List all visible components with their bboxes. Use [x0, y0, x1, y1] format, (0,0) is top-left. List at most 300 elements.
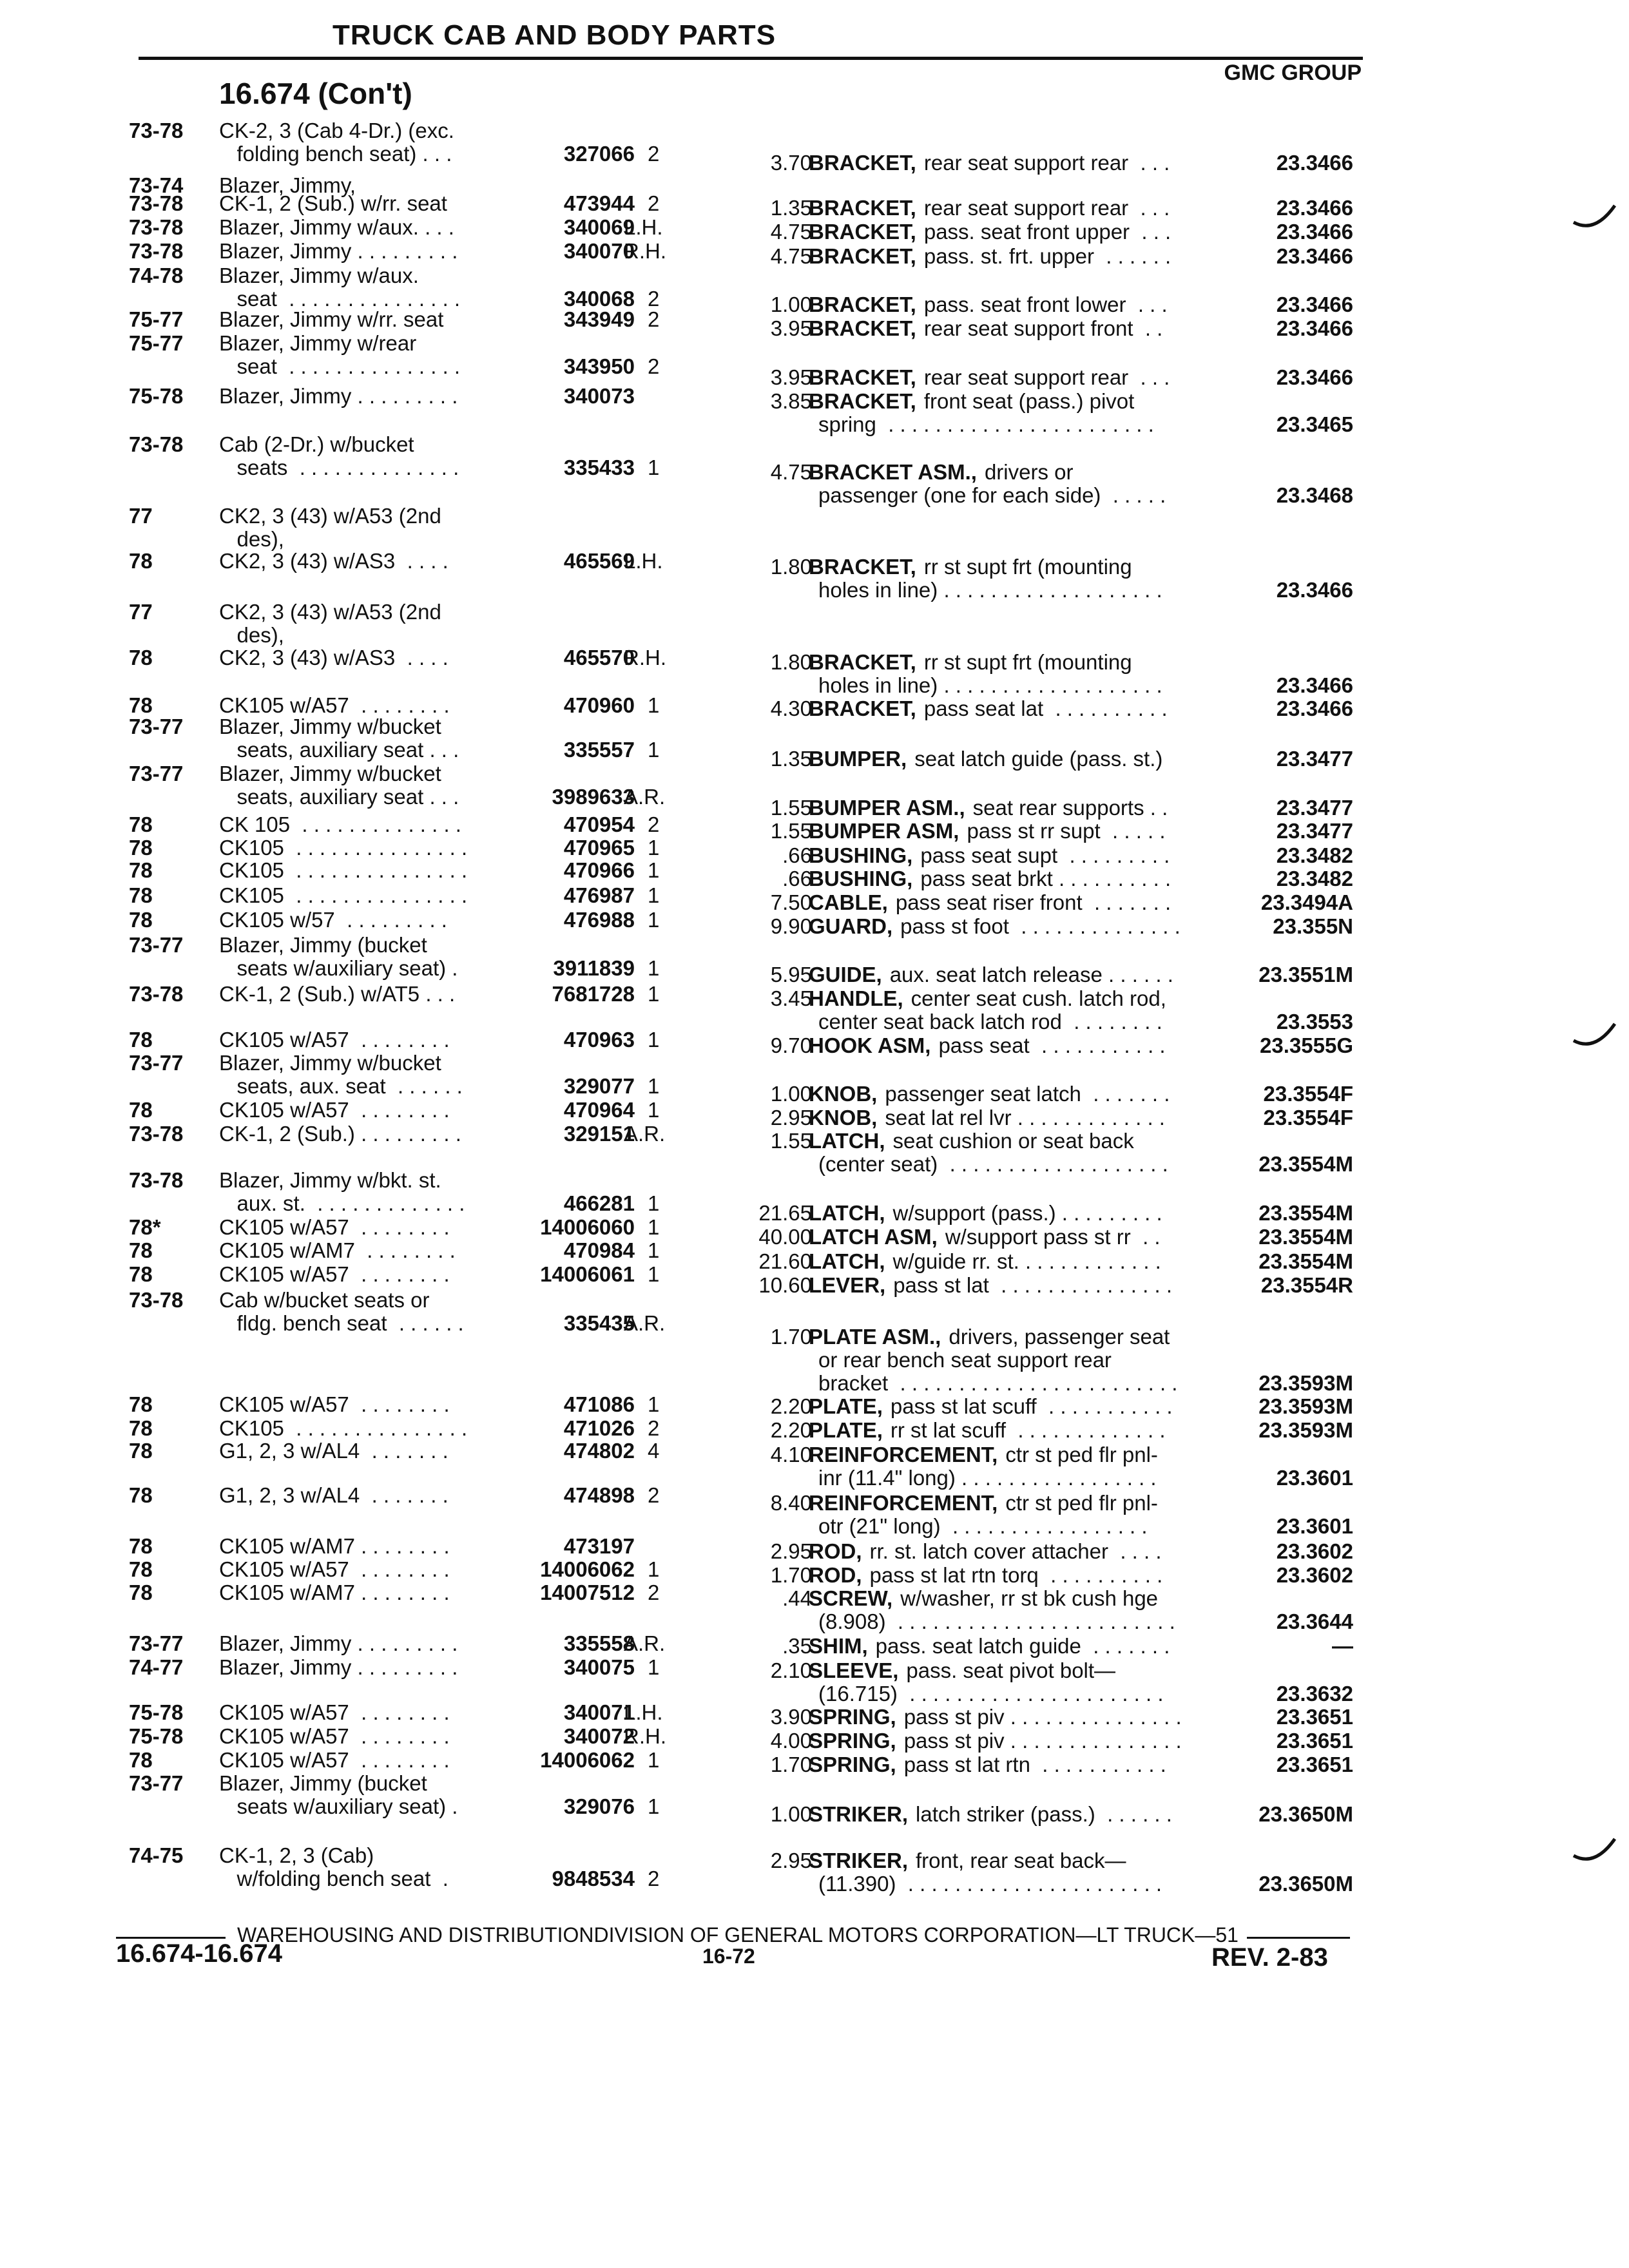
right-group-number: 23.3466 [1276, 316, 1353, 340]
right-price: 1.80 [770, 650, 812, 674]
right-group-number: 23.3551M [1258, 963, 1353, 986]
left-year-cell: 78 [129, 883, 153, 907]
right-item-name: LATCH, [809, 1129, 885, 1153]
right-price: .66 [782, 843, 812, 867]
right-description-line: center seat cush. latch rod, [911, 986, 1166, 1010]
right-group-number: 23.3554M [1258, 1225, 1353, 1249]
left-part-number: 474802 [563, 1439, 635, 1463]
left-description-line: fldg. bench seat . . . . . . [219, 1311, 464, 1335]
left-year-cell: 73-78 [129, 432, 184, 456]
left-qty: 2 [648, 354, 660, 378]
left-part-number: 473197 [563, 1534, 635, 1558]
left-description-line: Cab (2-Dr.) w/bucket [219, 432, 414, 456]
right-description-line: pass st lat . . . . . . . . . . . . . . . [893, 1273, 1172, 1297]
right-group-number: 23.3466 [1276, 673, 1353, 697]
left-qty: 1 [648, 693, 660, 717]
right-group-number: 23.3477 [1276, 747, 1353, 771]
left-qty: 1 [648, 836, 660, 860]
left-description-line: seats, auxiliary seat . . . [219, 738, 459, 762]
left-qty: 2 [648, 1867, 660, 1890]
right-description-line: or rear bench seat support rear [818, 1348, 1112, 1372]
footer-rule-left [116, 1937, 226, 1939]
right-group-number: 23.3468 [1276, 483, 1353, 507]
right-item-name: KNOB, [809, 1082, 878, 1106]
left-description-line: CK-1, 2 (Sub.) w/rr. seat [219, 191, 447, 215]
left-description-line: CK105 . . . . . . . . . . . . . . . [219, 858, 468, 882]
left-year-cell: 78 [129, 646, 153, 669]
left-year-cell: 73-77 [129, 1631, 184, 1655]
left-year-cell: 73-77 [129, 1051, 184, 1075]
right-item-name: GUIDE, [809, 963, 882, 986]
left-year-cell: 78 [129, 1262, 153, 1286]
right-description-line: pass seat supt . . . . . . . . . [920, 843, 1170, 867]
right-group-number: 23.3593M [1258, 1394, 1353, 1418]
right-description-line: pass st piv . . . . . . . . . . . . . . . [903, 1705, 1182, 1729]
right-price: .44 [782, 1586, 812, 1610]
right-price: 21.65 [758, 1201, 812, 1225]
left-year-cell: 75-77 [129, 307, 184, 331]
right-description-line: pass st foot . . . . . . . . . . . . . . [900, 914, 1181, 938]
right-item-name: PLATE, [809, 1394, 883, 1418]
footer-division: WAREHOUSING AND DISTRIBUTIONDIVISION OF GENERAL MOTORS CORPORATION—LT TRUCK—51 [237, 1923, 1239, 1946]
right-price: 2.20 [770, 1394, 812, 1418]
left-description-line: CK2, 3 (43) w/AS3 . . . . [219, 646, 448, 669]
right-price: .66 [782, 867, 812, 890]
left-qty: 2 [648, 287, 660, 311]
right-item-name: BUSHING, [809, 867, 913, 890]
left-part-number: 329076 [563, 1794, 635, 1818]
left-part-number: 470966 [563, 858, 635, 882]
left-part-number: 343949 [563, 307, 635, 331]
right-price: 8.40 [770, 1491, 812, 1515]
right-description-line: pass. seat front upper . . . [923, 220, 1171, 244]
right-price: 2.95 [770, 1106, 812, 1129]
right-group-number: 23.3466 [1276, 365, 1353, 389]
right-item-name: LATCH ASM, [809, 1225, 938, 1249]
left-description-line: seats, aux. seat . . . . . . [219, 1074, 463, 1098]
left-qty: R.H. [624, 239, 666, 263]
right-group-number: 23.3494A [1260, 890, 1353, 914]
left-year-cell: 73-78 [129, 1168, 184, 1192]
left-qty: L.H. [624, 215, 663, 239]
left-year-cell: 78 [129, 1581, 153, 1604]
right-price: 2.20 [770, 1418, 812, 1442]
left-description-line: aux. st. . . . . . . . . . . . . . [219, 1191, 465, 1215]
right-item-name: BRACKET, [809, 244, 916, 268]
right-description-line: latch striker (pass.) . . . . . . [916, 1802, 1172, 1826]
right-item-name: BRACKET, [809, 220, 916, 244]
left-qty: 1 [648, 1655, 660, 1679]
right-price: 1.55 [770, 819, 812, 843]
left-description-line: Blazer, Jimmy w/aux. [219, 264, 419, 287]
left-year-cell: 73-78 [129, 1122, 184, 1146]
right-price: 10.60 [758, 1273, 812, 1297]
right-description-line: rear seat support rear . . . [923, 151, 1170, 175]
right-item-name: CABLE, [809, 890, 888, 914]
left-part-number: 470960 [563, 693, 635, 717]
right-description-line: seat cushion or seat back [892, 1129, 1134, 1153]
left-year-cell: 78 [129, 908, 153, 932]
right-description-line: pass. seat latch guide . . . . . . . [875, 1634, 1170, 1658]
left-year-cell: 73-78 [129, 1288, 184, 1312]
left-qty: 1 [648, 883, 660, 907]
right-group-number: 23.3466 [1276, 196, 1353, 220]
left-description-line: CK105 . . . . . . . . . . . . . . . [219, 883, 468, 907]
right-item-name: LEVER, [809, 1273, 886, 1297]
left-part-number: 335557 [563, 738, 635, 762]
right-price: 1.80 [770, 555, 812, 579]
left-part-number: 3911839 [553, 956, 635, 980]
right-group-number: 23.355N [1273, 914, 1353, 938]
group-label: GMC GROUP [1224, 61, 1362, 85]
left-part-number: 9848534 [552, 1867, 635, 1890]
right-price: 1.70 [770, 1563, 812, 1587]
right-group-number: 23.3466 [1276, 697, 1353, 720]
left-part-number: 471026 [563, 1416, 635, 1440]
right-description-line: rr st supt frt (mounting [923, 555, 1132, 579]
left-description-line: G1, 2, 3 w/AL4 . . . . . . . [219, 1483, 448, 1507]
right-price: 9.90 [770, 914, 812, 938]
left-qty: A.R. [624, 785, 666, 809]
right-description-line: pass st lat scuff . . . . . . . . . . . [890, 1394, 1173, 1418]
left-description-line: CK-1, 2 (Sub.) . . . . . . . . . [219, 1122, 461, 1146]
left-part-number: 470965 [563, 836, 635, 860]
left-description-line: Cab w/bucket seats or [219, 1288, 430, 1312]
right-description-line: pass seat riser front . . . . . . . [895, 890, 1171, 914]
right-item-name: BRACKET ASM., [809, 460, 977, 484]
left-year-cell: 78* [129, 1215, 161, 1239]
left-description-line: CK105 w/A57 . . . . . . . . [219, 1262, 450, 1286]
left-qty: 1 [648, 1238, 660, 1262]
left-description-line: Blazer, Jimmy . . . . . . . . . [219, 1631, 458, 1655]
right-item-name: BRACKET, [809, 151, 916, 175]
right-description-line: rear seat support front . . [923, 316, 1163, 340]
left-year-cell: 73-78 [129, 215, 184, 239]
left-qty: 2 [648, 307, 660, 331]
left-description-line: w/folding bench seat . [219, 1867, 448, 1890]
left-description-line: Blazer, Jimmy, [219, 173, 356, 197]
right-price: 3.95 [770, 316, 812, 340]
section-title: 16.674 (Con't) [219, 77, 412, 110]
right-description-line: (16.715) . . . . . . . . . . . . . . . . . . . . . . [818, 1682, 1164, 1706]
right-item-name: BRACKET, [809, 196, 916, 220]
left-description-line: CK105 w/A57 . . . . . . . . [219, 1557, 450, 1581]
right-group-number: 23.3602 [1276, 1539, 1353, 1563]
right-description-line: pass st lat rtn torq . . . . . . . . . . [869, 1563, 1163, 1587]
left-qty: 1 [648, 908, 660, 932]
right-price: 1.70 [770, 1753, 812, 1776]
left-part-number: 340070 [563, 239, 635, 263]
left-description-line: CK105 w/AM7 . . . . . . . . [219, 1534, 450, 1558]
left-year-cell: 74-77 [129, 1655, 184, 1679]
left-year-cell: 78 [129, 693, 153, 717]
binding-mark-2 [1572, 1021, 1617, 1053]
right-description-line: holes in line) . . . . . . . . . . . . . . . . . . . [818, 673, 1162, 697]
left-qty: 2 [648, 142, 660, 166]
right-item-name: BUMPER, [809, 747, 907, 771]
left-description-line: des), [219, 623, 284, 647]
right-price: 1.70 [770, 1325, 812, 1349]
left-description-line: G1, 2, 3 w/AL4 . . . . . . . [219, 1439, 448, 1463]
right-description-line: front seat (pass.) pivot [923, 389, 1135, 413]
right-item-name: STRIKER, [809, 1849, 909, 1872]
right-group-number: 23.3593M [1258, 1371, 1353, 1395]
left-description-line: CK105 w/A57 . . . . . . . . [219, 1700, 450, 1724]
left-year-cell: 73-78 [129, 191, 184, 215]
right-price: 7.50 [770, 890, 812, 914]
left-description-line: CK105 w/A57 . . . . . . . . [219, 1392, 450, 1416]
right-description-line: rear seat support rear . . . [923, 365, 1170, 389]
left-year-cell: 78 [129, 812, 153, 836]
right-price: 4.30 [770, 697, 812, 720]
left-description-line: CK105 w/A57 . . . . . . . . [219, 1028, 450, 1052]
right-group-number: 23.3651 [1276, 1753, 1353, 1776]
left-year-cell: 78 [129, 1098, 153, 1122]
left-description-line: CK105 w/A57 . . . . . . . . [219, 1748, 450, 1772]
left-description-line: folding bench seat) . . . [219, 142, 452, 166]
left-year-cell: 75-78 [129, 384, 184, 408]
left-part-number: 7681728 [552, 982, 635, 1006]
left-description-line: CK-1, 2, 3 (Cab) [219, 1843, 374, 1867]
left-qty: A.R. [624, 1311, 666, 1335]
right-description-line: inr (11.4" long) . . . . . . . . . . . . . . . . . [818, 1466, 1157, 1490]
left-qty: 1 [648, 956, 660, 980]
left-description-line: Blazer, Jimmy (bucket [219, 933, 427, 957]
left-description-line: Blazer, Jimmy (bucket [219, 1771, 427, 1795]
left-part-number: 470964 [563, 1098, 635, 1122]
right-item-name: STRIKER, [809, 1802, 909, 1826]
footer-page-number: 16-72 [702, 1945, 755, 1968]
right-item-name: BRACKET, [809, 293, 916, 316]
left-qty: A.R. [624, 1631, 666, 1655]
right-price: 1.55 [770, 796, 812, 820]
right-item-name: HANDLE, [809, 986, 903, 1010]
left-qty: 2 [648, 812, 660, 836]
right-item-name: BRACKET, [809, 389, 916, 413]
right-description-line: (center seat) . . . . . . . . . . . . . . . . . . . [818, 1152, 1168, 1176]
right-price: 1.35 [770, 747, 812, 771]
left-qty: 1 [648, 1098, 660, 1122]
right-description-line: pass seat lat . . . . . . . . . . [923, 697, 1168, 720]
left-part-number: 14007512 [540, 1581, 635, 1604]
left-year-cell: 73-78 [129, 239, 184, 263]
left-qty: 1 [648, 1191, 660, 1215]
right-group-number: 23.3554M [1258, 1249, 1353, 1273]
left-qty: 1 [648, 1262, 660, 1286]
left-qty: 1 [648, 1028, 660, 1052]
right-description-line: seat latch guide (pass. st.) [914, 747, 1163, 771]
right-price: 4.75 [770, 460, 812, 484]
left-qty: 2 [648, 191, 660, 215]
right-price: 3.90 [770, 1705, 812, 1729]
right-description-line: (11.390) . . . . . . . . . . . . . . . . . . . . . . [818, 1872, 1162, 1896]
left-year-cell: 78 [129, 1028, 153, 1052]
right-item-name: PLATE ASM., [809, 1325, 941, 1349]
left-year-cell: 78 [129, 836, 153, 860]
left-part-number: 340069 [563, 215, 635, 239]
left-part-number: 465570 [563, 646, 635, 669]
left-part-number: 329077 [563, 1074, 635, 1098]
right-item-name: LATCH, [809, 1201, 885, 1225]
left-description-line: CK105 w/A57 . . . . . . . . [219, 693, 450, 717]
right-group-number: 23.3554F [1263, 1106, 1353, 1129]
right-description-line: rr. st. latch cover attacher . . . . [869, 1539, 1162, 1563]
left-year-cell: 74-78 [129, 264, 184, 287]
right-group-number: 23.3632 [1276, 1682, 1353, 1706]
right-item-name: BUSHING, [809, 843, 913, 867]
left-qty: 1 [648, 1557, 660, 1581]
left-part-number: 335435 [563, 1311, 635, 1335]
left-part-number: 340068 [563, 287, 635, 311]
right-price: 40.00 [758, 1225, 812, 1249]
left-description-line: CK105 w/A57 . . . . . . . . [219, 1215, 450, 1239]
right-price: 3.95 [770, 365, 812, 389]
left-part-number: 340071 [563, 1700, 635, 1724]
left-year-cell: 73-78 [129, 119, 184, 142]
left-description-line: CK105 w/A57 . . . . . . . . [219, 1098, 450, 1122]
right-group-number: 23.3555G [1260, 1033, 1353, 1057]
left-description-line: seats w/auxiliary seat) . [219, 1794, 458, 1818]
right-group-number: 23.3482 [1276, 843, 1353, 867]
footer-range: 16.674-16.674 [116, 1939, 283, 1968]
left-description-line: CK105 . . . . . . . . . . . . . . . [219, 1416, 468, 1440]
left-part-number: 14006060 [540, 1215, 635, 1239]
left-qty: A.R. [624, 1122, 666, 1146]
left-qty: 1 [648, 1392, 660, 1416]
right-group-number: 23.3651 [1276, 1729, 1353, 1753]
right-item-name: GUARD, [809, 914, 893, 938]
right-item-name: BRACKET, [809, 697, 916, 720]
right-item-name: BUMPER ASM, [809, 819, 959, 843]
right-description-line: pass st lat rtn . . . . . . . . . . . [903, 1753, 1166, 1776]
left-qty: 1 [648, 738, 660, 762]
right-price: 3.85 [770, 389, 812, 413]
right-description-line: drivers or [984, 460, 1074, 484]
right-description-line: w/guide rr. st. . . . . . . . . . . . . [892, 1249, 1161, 1273]
left-year-cell: 78 [129, 1392, 153, 1416]
right-group-number: 23.3466 [1276, 578, 1353, 602]
right-price: 4.10 [770, 1443, 812, 1466]
left-description-line: CK105 . . . . . . . . . . . . . . . [219, 836, 468, 860]
left-description-line: CK2, 3 (43) w/AS3 . . . . [219, 549, 448, 573]
right-price: 2.95 [770, 1849, 812, 1872]
right-description-line: pass. seat pivot bolt— [906, 1658, 1116, 1682]
left-part-number: 470984 [563, 1238, 635, 1262]
right-description-line: otr (21" long) . . . . . . . . . . . . . . . . . [818, 1514, 1148, 1538]
right-description-line: pass seat . . . . . . . . . . . [938, 1033, 1166, 1057]
right-item-name: REINFORCEMENT, [809, 1443, 998, 1466]
right-description-line: pass st piv . . . . . . . . . . . . . . . [903, 1729, 1182, 1753]
right-price: 4.75 [770, 220, 812, 244]
left-year-cell: 73-77 [129, 762, 184, 785]
right-description-line: ctr st ped flr pnl- [1005, 1491, 1158, 1515]
right-price: 2.95 [770, 1539, 812, 1563]
right-group-number: — [1332, 1634, 1353, 1658]
right-group-number: 23.3554M [1258, 1152, 1353, 1176]
left-part-number: 327066 [563, 142, 635, 166]
left-part-number: 329151 [563, 1122, 635, 1146]
left-part-number: 476988 [563, 908, 635, 932]
right-item-name: KNOB, [809, 1106, 878, 1129]
left-description-line: CK-2, 3 (Cab 4-Dr.) (exc. [219, 119, 454, 142]
left-qty: 1 [648, 1215, 660, 1239]
right-group-number: 23.3477 [1276, 796, 1353, 820]
left-year-cell: 75-78 [129, 1700, 184, 1724]
left-part-number: 3989633 [552, 785, 635, 809]
left-qty: 2 [648, 1581, 660, 1604]
right-description-line: passenger seat latch . . . . . . . [885, 1082, 1170, 1106]
left-description-line: CK 105 . . . . . . . . . . . . . . [219, 812, 461, 836]
right-item-name: REINFORCEMENT, [809, 1491, 998, 1515]
right-description-line: aux. seat latch release . . . . . . [889, 963, 1173, 986]
right-price: 1.00 [770, 293, 812, 316]
right-group-number: 23.3593M [1258, 1418, 1353, 1442]
left-description-line: Blazer, Jimmy . . . . . . . . . [219, 239, 458, 263]
left-description-line: Blazer, Jimmy w/bucket [219, 1051, 441, 1075]
right-price: 21.60 [758, 1249, 812, 1273]
left-description-line: Blazer, Jimmy . . . . . . . . . [219, 1655, 458, 1679]
right-description-line: spring . . . . . . . . . . . . . . . . . . . . . . . [818, 412, 1154, 436]
left-part-number: 14006062 [540, 1748, 635, 1772]
right-item-name: BRACKET, [809, 650, 916, 674]
left-description-line: seats . . . . . . . . . . . . . . [219, 456, 459, 479]
left-description-line: CK-1, 2 (Sub.) w/AT5 . . . [219, 982, 456, 1006]
left-year-cell: 74-75 [129, 1843, 184, 1867]
left-part-number: 335433 [563, 456, 635, 479]
left-part-number: 14006062 [540, 1557, 635, 1581]
left-description-line: des), [219, 527, 284, 551]
right-group-number: 23.3553 [1276, 1010, 1353, 1033]
left-qty: 1 [648, 1074, 660, 1098]
right-item-name: BRACKET, [809, 316, 916, 340]
left-qty: 1 [648, 858, 660, 882]
right-description-line: ctr st ped flr pnl- [1005, 1443, 1158, 1466]
left-year-cell: 75-77 [129, 331, 184, 355]
left-year-cell: 73-77 [129, 1771, 184, 1795]
left-year-cell: 75-78 [129, 1724, 184, 1748]
left-qty: R.H. [624, 1724, 666, 1748]
right-group-number: 23.3602 [1276, 1563, 1353, 1587]
left-qty: R.H. [624, 646, 666, 669]
right-group-number: 23.3650M [1258, 1872, 1353, 1896]
left-description-line: Blazer, Jimmy w/rear [219, 331, 417, 355]
left-description-line: seat . . . . . . . . . . . . . . . [219, 287, 461, 311]
right-group-number: 23.3650M [1258, 1802, 1353, 1826]
left-description-line: seat . . . . . . . . . . . . . . . [219, 354, 461, 378]
right-description-line: w/washer, rr st bk cush hge [900, 1586, 1159, 1610]
right-price: 3.70 [770, 151, 812, 175]
right-group-number: 23.3644 [1276, 1610, 1353, 1633]
right-description-line: rr st lat scuff . . . . . . . . . . . . . [890, 1418, 1166, 1442]
right-description-line: w/support (pass.) . . . . . . . . . [892, 1201, 1162, 1225]
left-qty: 1 [648, 456, 660, 479]
right-group-number: 23.3601 [1276, 1514, 1353, 1538]
left-description-line: seats, auxiliary seat . . . [219, 785, 459, 809]
right-description-line: rear seat support rear . . . [923, 196, 1170, 220]
left-part-number: 470963 [563, 1028, 635, 1052]
left-description-line: CK105 w/A57 . . . . . . . . [219, 1724, 450, 1748]
right-item-name: LATCH, [809, 1249, 885, 1273]
right-group-number: 23.3466 [1276, 151, 1353, 175]
right-price: .35 [782, 1634, 812, 1658]
left-description-line: CK2, 3 (43) w/A53 (2nd [219, 504, 441, 528]
left-description-line: CK105 w/AM7 . . . . . . . . [219, 1238, 456, 1262]
left-description-line: Blazer, Jimmy . . . . . . . . . [219, 384, 458, 408]
right-description-line: pass seat brkt . . . . . . . . . . [920, 867, 1171, 890]
right-group-number: 23.3482 [1276, 867, 1353, 890]
left-year-cell: 78 [129, 1238, 153, 1262]
left-description-line: Blazer, Jimmy w/bucket [219, 762, 441, 785]
